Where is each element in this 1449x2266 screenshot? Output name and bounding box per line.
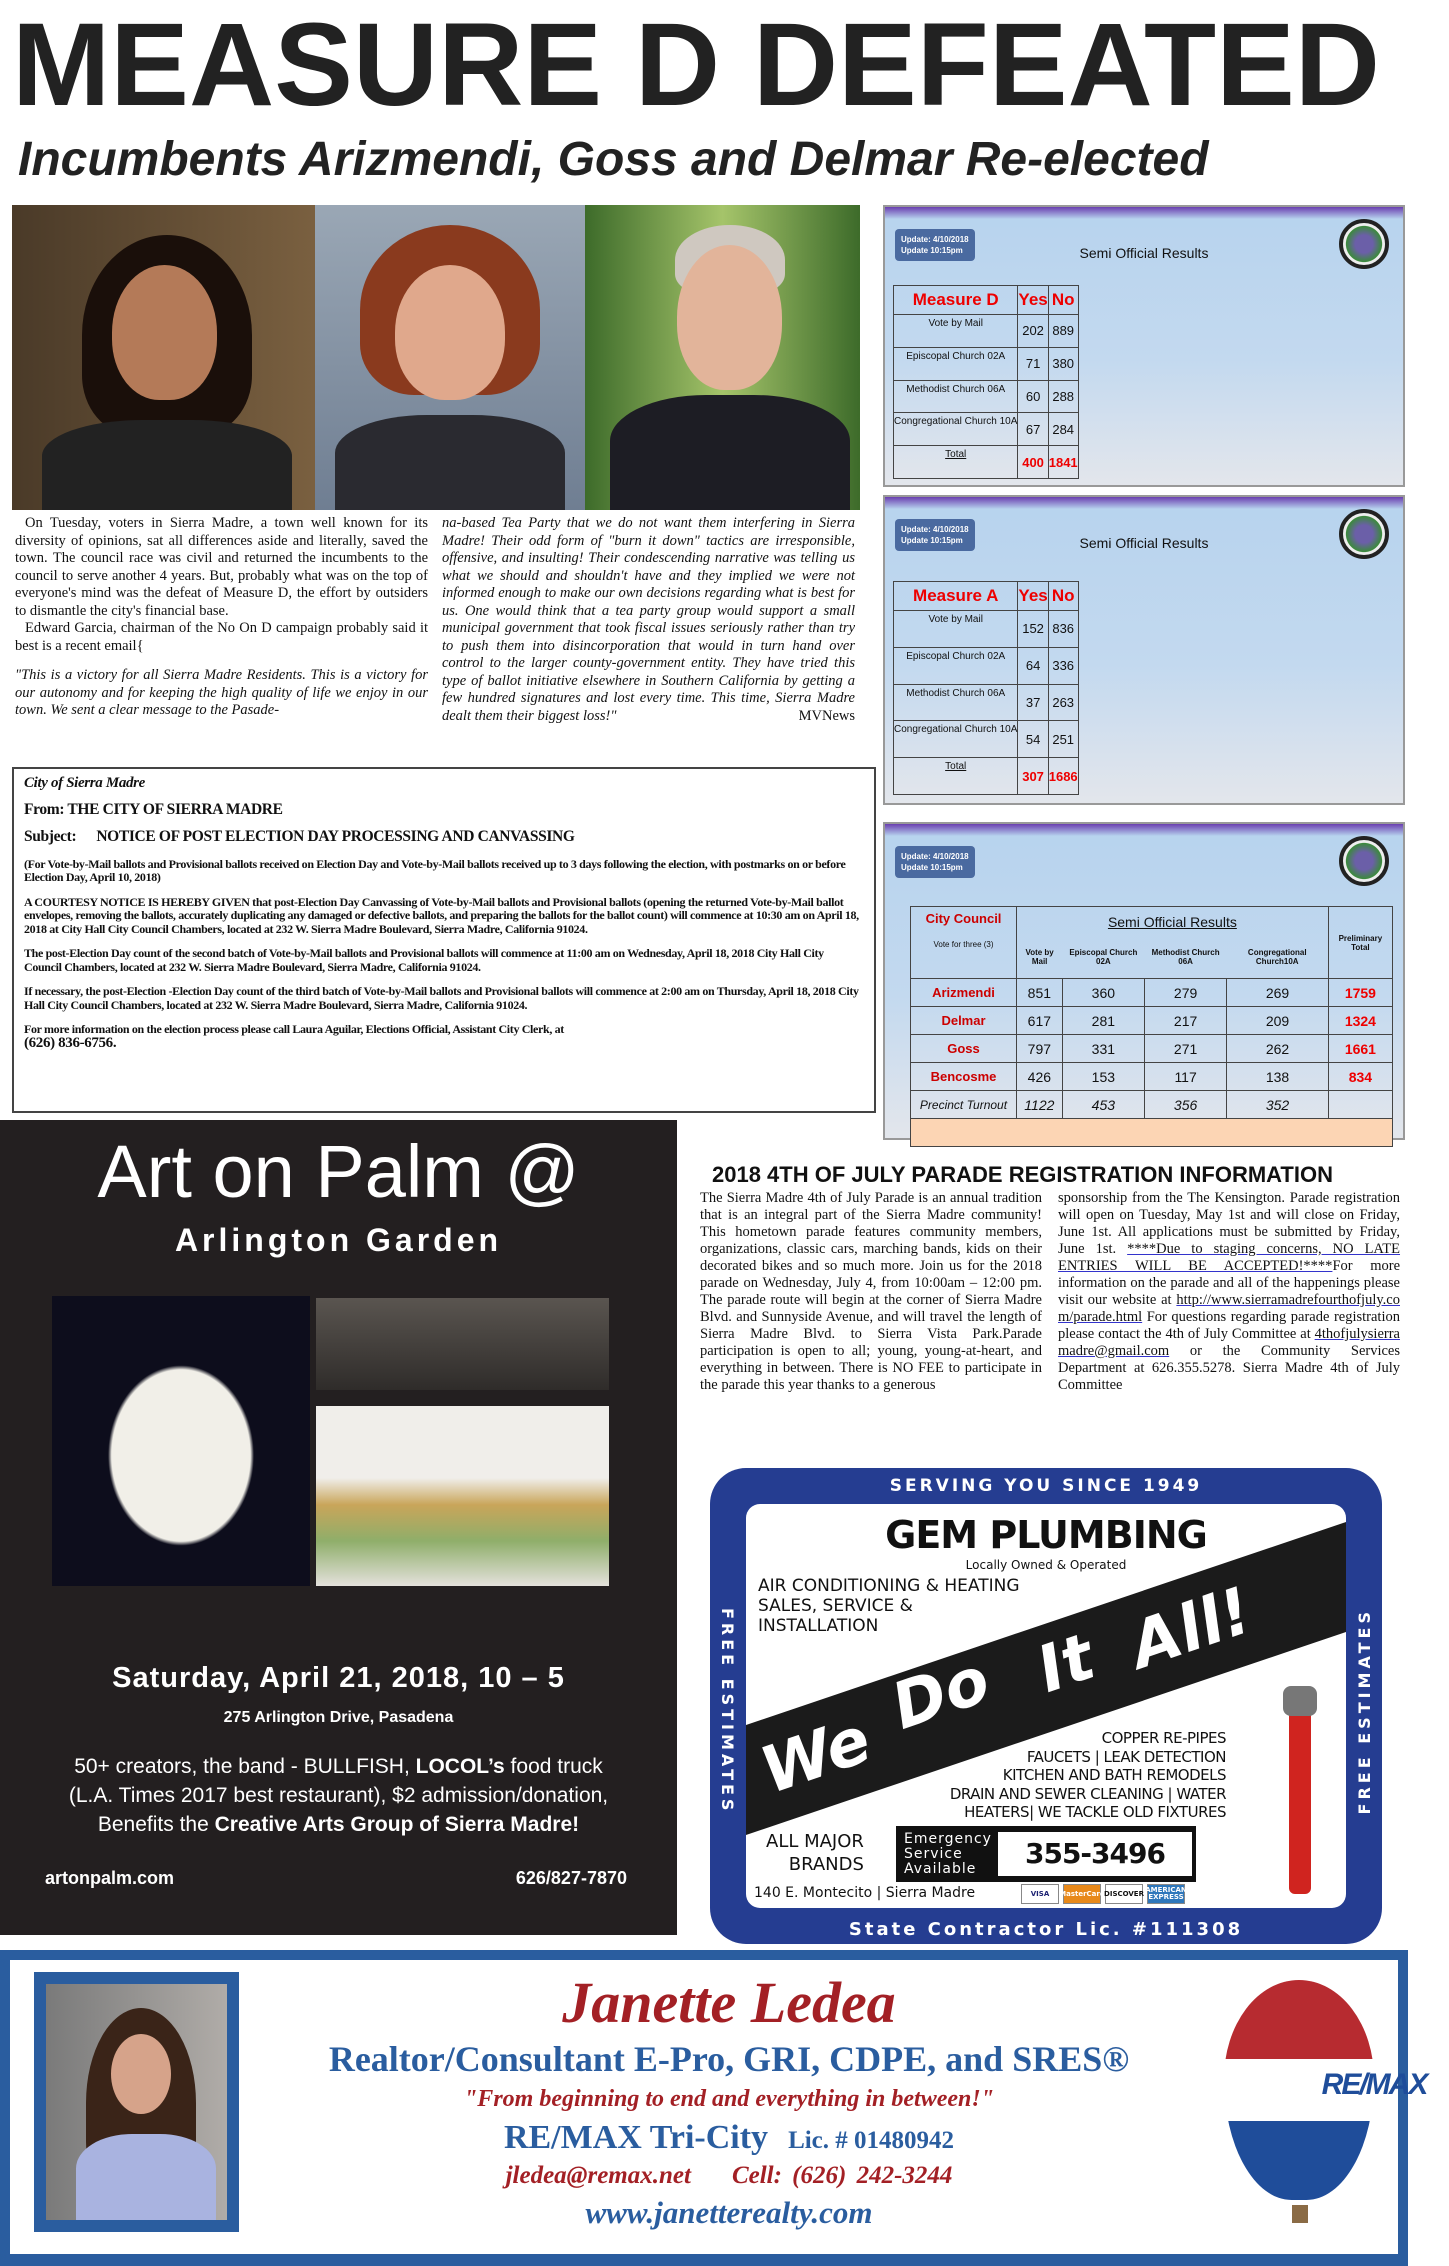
measure-a-results (883, 495, 1405, 805)
realtor-cell: Cell: (626) 242-3244 (731, 2162, 953, 2189)
balloon-logo: RE/MAX (1321, 2068, 1427, 2101)
vote-count: 263 (1048, 684, 1078, 721)
column-header: Episcopal Church 02A (1062, 937, 1144, 979)
preliminary-total: 834 (1328, 1063, 1392, 1091)
turnout-count: 356 (1144, 1091, 1226, 1119)
mastercard-icon: MasterCard (1063, 1884, 1101, 1904)
vote-count: 209 (1227, 1007, 1329, 1035)
update-time: Update 10:15pm (901, 246, 963, 255)
update-date: Update: 4/10/2018 (901, 235, 969, 244)
amex-icon: AMERICAN EXPRESS (1147, 1884, 1185, 1904)
article-quote (442, 515, 855, 725)
vote-count: 138 (1227, 1063, 1329, 1091)
turnout-label: Precinct Turnout (911, 1091, 1017, 1119)
vote-count: 281 (1062, 1007, 1144, 1035)
realtor-photo (34, 1972, 239, 2232)
city-council-results (883, 822, 1405, 1140)
realtor-firm (260, 2118, 1198, 2161)
column-header: Measure D (894, 286, 1018, 315)
parade-email-link[interactable]: 4thofjulysierramadre@gmail.com (1058, 1326, 1400, 1359)
birch-vase-image (52, 1296, 310, 1586)
total-count: 400 (1018, 446, 1048, 479)
column-header: Yes (1018, 582, 1048, 611)
notice-paragraph: If necessary, the post-Election -Election Day count of the third batch of Vote-by-Mail ballots and Provisional ballots will commence at 2:00 am on Thursday, April 18, 2018 City Hall City Council Chambers, located at 232 W. Sierra Madre Boulevard, Sierra Madre, California 91024. (24, 984, 859, 1012)
table-header-row (894, 286, 1079, 315)
vote-count: 217 (1144, 1007, 1226, 1035)
update-badge (895, 846, 975, 878)
vote-count: 797 (1017, 1035, 1063, 1063)
table-row (894, 347, 1079, 380)
ac-line: AIR CONDITIONING & HEATING (758, 1576, 1020, 1596)
parade-text: For more information on the parade and all of the happenings please visit our website at (1058, 1258, 1401, 1308)
vote-count: 251 (1048, 721, 1078, 758)
update-date: Update: 4/10/2018 (901, 852, 969, 861)
precinct-label: Episcopal Church 02A (894, 347, 1018, 380)
gem-since: SERVING YOU SINCE 1949 (889, 1476, 1203, 1496)
slogan-word: It (1028, 1620, 1104, 1708)
candidate-name: Goss (911, 1035, 1017, 1063)
ad-subtitle: Arlington Garden (174, 1222, 503, 1258)
results-title: Semi Official Results (1079, 245, 1209, 261)
empty-cell (1328, 1091, 1392, 1119)
parade-article (700, 1160, 1400, 1394)
city-seal-icon (1339, 836, 1389, 886)
realtor-email[interactable]: jledea@remax.net (505, 2162, 691, 2189)
realtor-quote: "From beginning to end and everything in between!" (463, 2086, 995, 2112)
preliminary-total: 1759 (1328, 979, 1392, 1007)
parade-text: For questions regarding parade registration please contact the 4th of July Committee at (1058, 1309, 1400, 1342)
quote-text: na-based Tea Party that we do not want them interfering in Sierra Madre! Their odd form of "burn it down" tactics are irresponsible, offensive, and insulting! Their condescending narrative was telling us what we should and shouldn't have and they implied we were not informed enough to make our own decisions regarding what is best for us. One would think that a tea party group would support a small municipal government that took fiscal issues seriously rather than try to push them into disincorporation that would in turn hand over control to the larger county-government entity. They have tried this type of ballot initiative elsewhere in Southern California by getting a few hundred signatures and lost every time. This time, Sierra Madre dealt them their biggest loss!" (442, 515, 855, 724)
candidate-name: Delmar (911, 1007, 1017, 1035)
service-line: DRAIN AND SEWER CLEANING | WATER (949, 1784, 1226, 1803)
measure-a-table (893, 581, 1079, 795)
council-subtitle: Vote for three (3) (933, 940, 994, 949)
table-header-row (894, 582, 1079, 611)
gem-ac (758, 1576, 1020, 1636)
vote-count: 426 (1017, 1063, 1063, 1091)
late-entry-notice: ****Due to staging concerns, NO LATE ENTRIES WILL BE ACCEPTED!**** (1058, 1241, 1401, 1274)
firm-name: RE/MAX Tri-City (503, 2119, 769, 2156)
slogan-word: All! (1120, 1574, 1262, 1684)
measure-d-results (883, 205, 1405, 487)
photo-arizmendi (12, 205, 315, 510)
city-seal-icon (1339, 219, 1389, 269)
total-label: Total (894, 446, 1018, 479)
vote-count: 336 (1048, 647, 1078, 684)
event-date: Saturday, April 21, 2018, 10 – 5 (112, 1662, 565, 1694)
turnout-row (911, 1091, 1393, 1119)
desc-bold: LOCOL’s (415, 1755, 505, 1778)
photo-goss (315, 205, 585, 510)
council-title: City Council (925, 911, 1002, 926)
parade-text: or the Community Services Department at 626.355.5278. Sierra Madre 4th of July Committee (1058, 1343, 1400, 1393)
column-header: No (1048, 286, 1078, 315)
emergency-line: Available (904, 1860, 977, 1877)
vote-count: 380 (1048, 347, 1078, 380)
table-row (894, 721, 1079, 758)
realtor-license: Lic. # 01480942 (788, 2127, 955, 2154)
turnout-count: 1122 (1017, 1091, 1063, 1119)
parade-col1: The Sierra Madre 4th of July Parade is an annual tradition that is an integral part of the Sierra Madre community! This hometown parade features community members, organizations, classic cars, marching bands, kids on their decorated bikes and so much more. Join us for the 2018 parade on Wednesday, July 4, from 10:00am – 12:00 pm. The parade route will begin at the corner of Sierra Madre Blvd. and Sunnyside Avenue, and will travel the length of Sierra Madre Blvd. to Sierra Vista Park.Parade participation is open to all; young, young-at-heart, and everything in between. There is NO FEE to participate in the parade this year thanks to a generous (700, 1190, 1042, 1393)
metal-sculpture-image (316, 1298, 609, 1390)
empty-row (911, 1119, 1393, 1147)
slogan-word: We (751, 1703, 881, 1809)
vote-count: 64 (1018, 647, 1048, 684)
candidate-row (911, 1007, 1393, 1035)
realtor-credentials: Realtor/Consultant E-Pro, GRI, CDPE, and SRES® (328, 2039, 1130, 2079)
vote-count: 271 (1144, 1035, 1226, 1063)
council-header (911, 907, 1017, 979)
desc-bold: Creative Arts Group of Sierra Madre! (214, 1813, 580, 1836)
preliminary-total: 1324 (1328, 1007, 1392, 1035)
notice-paragraph: For more information on the election process please call Laura Aguilar, Elections Official, Assistant City Clerk, at (24, 1022, 564, 1036)
notice-subject (24, 830, 864, 844)
election-notice (12, 767, 876, 1113)
update-badge (895, 229, 975, 261)
vote-count: 71 (1018, 347, 1048, 380)
free-estimates-left: FREE ESTIMATES (718, 1608, 737, 1815)
city-council-table (910, 906, 1393, 1147)
gem-address: 140 E. Montecito | Sierra Madre (754, 1885, 976, 1901)
vote-count: 279 (1144, 979, 1226, 1007)
results-title: Semi Official Results (1017, 907, 1329, 937)
table-row (894, 647, 1079, 684)
update-date: Update: 4/10/2018 (901, 525, 969, 534)
balloon-basket (1292, 2205, 1308, 2223)
pottery-image (316, 1406, 609, 1586)
article-paragraph: On Tuesday, voters in Sierra Madre, a town well known for its diversity of opinions, sat all differences aside and literally, saved the town. The council race was civil and returned the incumbents to the council to serve another 4 years. But, probably what was on the top of everyone's mind was the defeat of Measure D, the effort by outsiders to dismantle the city's financial base. (15, 515, 428, 619)
brands-line: ALL MAJOR (766, 1831, 864, 1852)
total-count: 1686 (1048, 758, 1078, 795)
vote-count: 37 (1018, 684, 1048, 721)
precinct-label: Congregational Church 10A (894, 413, 1018, 446)
ac-line: INSTALLATION (758, 1616, 879, 1636)
ad-title: Art on Palm @ (97, 1130, 580, 1213)
ac-line: SALES, SERVICE & (758, 1596, 913, 1616)
event-address: 275 Arlington Drive, Pasadena (223, 1709, 454, 1726)
gem-brands (766, 1830, 864, 1876)
realtor-name: Janette Ledea (562, 1970, 896, 2035)
photo-delmar (585, 205, 860, 510)
vote-count: 262 (1227, 1035, 1329, 1063)
free-estimates-right: FREE ESTIMATES (1355, 1608, 1374, 1815)
precinct-label: Methodist Church 06A (894, 380, 1018, 413)
vote-count: 60 (1018, 380, 1048, 413)
parade-title: 2018 4TH OF JULY PARADE REGISTRATION INFORMATION (712, 1162, 1333, 1187)
measure-d-table (893, 285, 1079, 479)
subject-label: Subject: (24, 828, 77, 845)
notice-phone: (626) 836-6756. (24, 1034, 117, 1051)
article-paragraph: Edward Garcia, chairman of the No On D campaign probably said it best is a recent email{ (15, 620, 428, 654)
slogan-word: Do (883, 1643, 999, 1745)
emergency-line: Emergency (904, 1830, 992, 1847)
payment-cards (1021, 1884, 1185, 1904)
vote-count: 54 (1018, 721, 1048, 758)
preliminary-total: 1661 (1328, 1035, 1392, 1063)
article-body (15, 515, 855, 725)
event-description (0, 1752, 677, 1839)
emergency-text (904, 1832, 992, 1877)
precinct-label: Congregational Church 10A (894, 721, 1018, 758)
vote-count: 360 (1062, 979, 1144, 1007)
vote-count: 202 (1018, 315, 1048, 348)
precinct-label: Episcopal Church 02A (894, 647, 1018, 684)
turnout-count: 453 (1062, 1091, 1144, 1119)
vote-count: 617 (1017, 1007, 1063, 1035)
total-count: 307 (1018, 758, 1048, 795)
notice-paragraph: (For Vote-by-Mail ballots and Provisional ballots received on Election Day and Vote-by-Mail ballots received up to 3 days following the election, with postmarks on or before Election Day, April 10, 2018) (24, 856, 846, 884)
table-row (894, 684, 1079, 721)
total-row (894, 758, 1079, 795)
column-header: Methodist Church 06A (1144, 937, 1226, 979)
vote-count: 284 (1048, 413, 1078, 446)
emergency-box (896, 1826, 1196, 1882)
emergency-line: Service (904, 1845, 963, 1862)
column-header: Measure A (894, 582, 1018, 611)
vote-count: 288 (1048, 380, 1078, 413)
desc-text: Benefits the (97, 1813, 215, 1836)
vote-count: 67 (1018, 413, 1048, 446)
turnout-count: 352 (1227, 1091, 1329, 1119)
art-on-palm-ad (0, 1120, 677, 1935)
notice-paragraph: A COURTESY NOTICE IS HEREBY GIVEN that post-Election Day Canvassing of Vote-by-Mail ballots and Provisional ballots (opening the returned Vote-by-Mail ballot envelopes, removing the ballots, accurately duplicating any damaged or defective ballots, and preparing the ballots for the ballot count) will commence at 10:30 am on April 18, 2018 at City Hall City Council Chambers, located at 232 W. Sierra Madre Boulevard, Sierra Madre, California 91024. (24, 894, 859, 936)
subject-text: NOTICE OF POST ELECTION DAY PROCESSING AND CANVASSING (96, 828, 575, 845)
service-line: COPPER RE-PIPES (1101, 1729, 1226, 1747)
subheadline: Incumbents Arizmendi, Goss and Delmar Re-elected (18, 133, 1209, 186)
parade-website-link[interactable]: http://www.sierramadrefourthofjuly.com/parade.html (1058, 1292, 1400, 1325)
update-time: Update 10:15pm (901, 536, 963, 545)
desc-text: (L.A. Times 2017 best restaurant), $2 admission/donation, (68, 1784, 609, 1807)
column-header: Yes (1018, 286, 1048, 315)
candidate-row (911, 1035, 1393, 1063)
gem-tagline: Locally Owned & Operated (965, 1558, 1127, 1572)
vote-count: 331 (1062, 1035, 1144, 1063)
column-header: Congregational Church10A (1227, 937, 1329, 979)
vote-count: 851 (1017, 979, 1063, 1007)
ad-website[interactable]: artonpalm.com (45, 1868, 175, 1888)
notice-from: From: THE CITY OF SIERRA MADRE (24, 800, 283, 818)
precinct-label: Vote by Mail (894, 315, 1018, 348)
column-header: Preliminary Total (1328, 907, 1392, 979)
desc-text: food truck (504, 1755, 603, 1778)
update-badge (895, 519, 975, 551)
brands-line: BRANDS (788, 1854, 864, 1875)
service-line: FAUCETS | LEAK DETECTION (1026, 1747, 1226, 1766)
vote-count: 269 (1227, 979, 1329, 1007)
realtor-website[interactable]: www.janetterealty.com (585, 2195, 873, 2230)
update-time: Update 10:15pm (901, 863, 963, 872)
notice-paragraph: The post-Election Day count of the second batch of Vote-by-Mail ballots and Provisional ballots will commence at 11:00 am on Wednesday, April 18, 2018 City Hall City Council Chambers, located at 232 W. Sierra Madre Boulevard, Sierra Madre, California 91024. (24, 946, 824, 974)
article-quote: "This is a victory for all Sierra Madre Residents. This is a victory for our autonomy and for keeping the high quality of life we enjoy in our town. We sent a clear message to the Pasade- (15, 667, 428, 718)
gem-phone: 355-3496 (998, 1832, 1192, 1876)
gem-plumbing-ad (710, 1468, 1382, 1944)
column-header: Vote by Mail (1017, 937, 1063, 979)
total-count: 1841 (1048, 446, 1078, 479)
gem-license: State Contractor Lic. #111308 (848, 1919, 1244, 1940)
results-title: Semi Official Results (1079, 535, 1209, 551)
vote-count: 153 (1062, 1063, 1144, 1091)
parade-col2 (1058, 1190, 1400, 1394)
candidate-row (911, 1063, 1393, 1091)
candidate-row (911, 979, 1393, 1007)
table-row (894, 413, 1079, 446)
city-seal-icon (1339, 509, 1389, 559)
precinct-label: Methodist Church 06A (894, 684, 1018, 721)
notice-city: City of Sierra Madre (24, 775, 145, 791)
gem-ad-panel (746, 1504, 1346, 1908)
headline: MEASURE D DEFEATED (12, 0, 1381, 131)
table-row (894, 315, 1079, 348)
vote-count: 117 (1144, 1063, 1226, 1091)
desc-text: 50+ creators, the band - BULLFISH, (74, 1755, 416, 1778)
visa-icon: VISA (1021, 1884, 1059, 1904)
gem-name: GEM PLUMBING (885, 1513, 1207, 1557)
vote-count: 836 (1048, 611, 1078, 648)
ad-phone: 626/827-7870 (515, 1868, 627, 1888)
column-header: No (1048, 582, 1078, 611)
discover-icon: DISCOVER (1105, 1884, 1143, 1904)
byline: MVNews (798, 707, 855, 724)
realtor-contact (260, 2160, 1198, 2192)
total-label: Total (894, 758, 1018, 795)
candidate-name: Bencosme (911, 1063, 1017, 1091)
gem-services (950, 1729, 1226, 1822)
precinct-label: Vote by Mail (894, 611, 1018, 648)
total-row (894, 446, 1079, 479)
remax-balloon-icon (1224, 1980, 1427, 2200)
table-row (894, 380, 1079, 413)
service-line: HEATERS| WE TACKLE OLD FIXTURES (964, 1803, 1226, 1821)
service-line: KITCHEN AND BATH REMODELS (1002, 1766, 1226, 1784)
vote-count: 152 (1018, 611, 1048, 648)
candidate-name: Arizmendi (911, 979, 1017, 1007)
parade-text: sponsorship from the The Kensington. Parade registration will open on Tuesday, May 1st and will close on Friday, June 1st. All applications must be submitted by Friday, June 1st. (1058, 1190, 1400, 1257)
vote-count: 889 (1048, 315, 1078, 348)
pipe-wrench-icon (1289, 1704, 1311, 1894)
table-row (894, 611, 1079, 648)
realtor-ad (0, 1950, 1427, 2266)
